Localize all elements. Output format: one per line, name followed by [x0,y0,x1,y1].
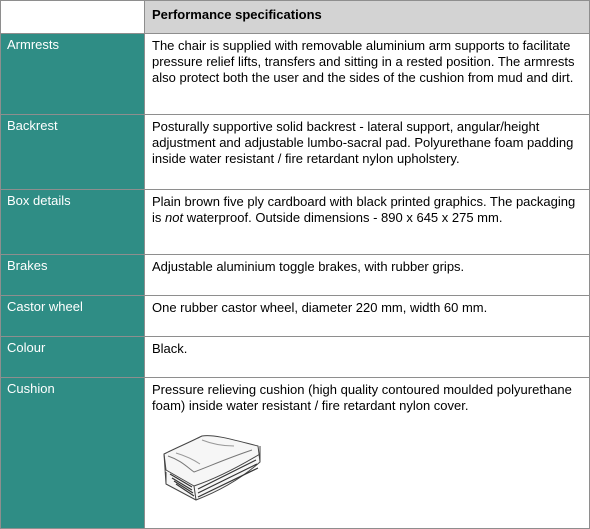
section-title: Performance specifications [145,1,590,34]
row-label-box-details: Box details [1,190,145,255]
table-row [1,255,590,296]
row-value-brakes: Adjustable aluminium toggle brakes, with rubber grips. [145,255,590,296]
row-label-colour: Colour [1,337,145,378]
cushion-text: Pressure relieving cushion (high quality contoured moulded polyurethane foam) inside water resistant / fire retardant nylon cover. [152,382,572,413]
row-label-brakes: Brakes [1,255,145,296]
row-label-armrests: Armrests [1,34,145,115]
table-row [1,34,590,115]
row-value-castor-wheel: One rubber castor wheel, diameter 220 mm, width 60 mm. [145,296,590,337]
row-label-backrest: Backrest [1,115,145,190]
table-row [1,296,590,337]
box-text-a: Plain brown five ply cardboard with black printed graphics. The packaging is [152,194,576,225]
header-row [1,1,590,34]
table-row [1,337,590,378]
box-text-emphasis: not [165,210,184,225]
table-row [1,378,590,529]
cushion-illustration-icon [156,426,266,508]
row-value-armrests: The chair is supplied with removable aluminium arm supports to facilitate pressure relief lifts, transfers and sitting in a rested position. The armrests also protect both the user and the sides of the cushion from mud and dirt. [145,34,590,115]
box-text-b: waterproof. Outside dimensions - 890 x 645 x 275 mm. [183,210,503,225]
row-value-cushion [145,378,590,529]
row-value-box-details [145,190,590,255]
table-row [1,115,590,190]
row-value-colour: Black. [145,337,590,378]
table-row [1,190,590,255]
row-label-castor-wheel: Castor wheel [1,296,145,337]
header-blank-cell [1,1,145,34]
row-label-cushion: Cushion [1,378,145,529]
row-value-backrest: Posturally supportive solid backrest - lateral support, angular/height adjustment and adjustable lumbo-sacral pad. Polyurethane foam padding inside water resistant / fire retardant nylon upholstery. [145,115,590,190]
